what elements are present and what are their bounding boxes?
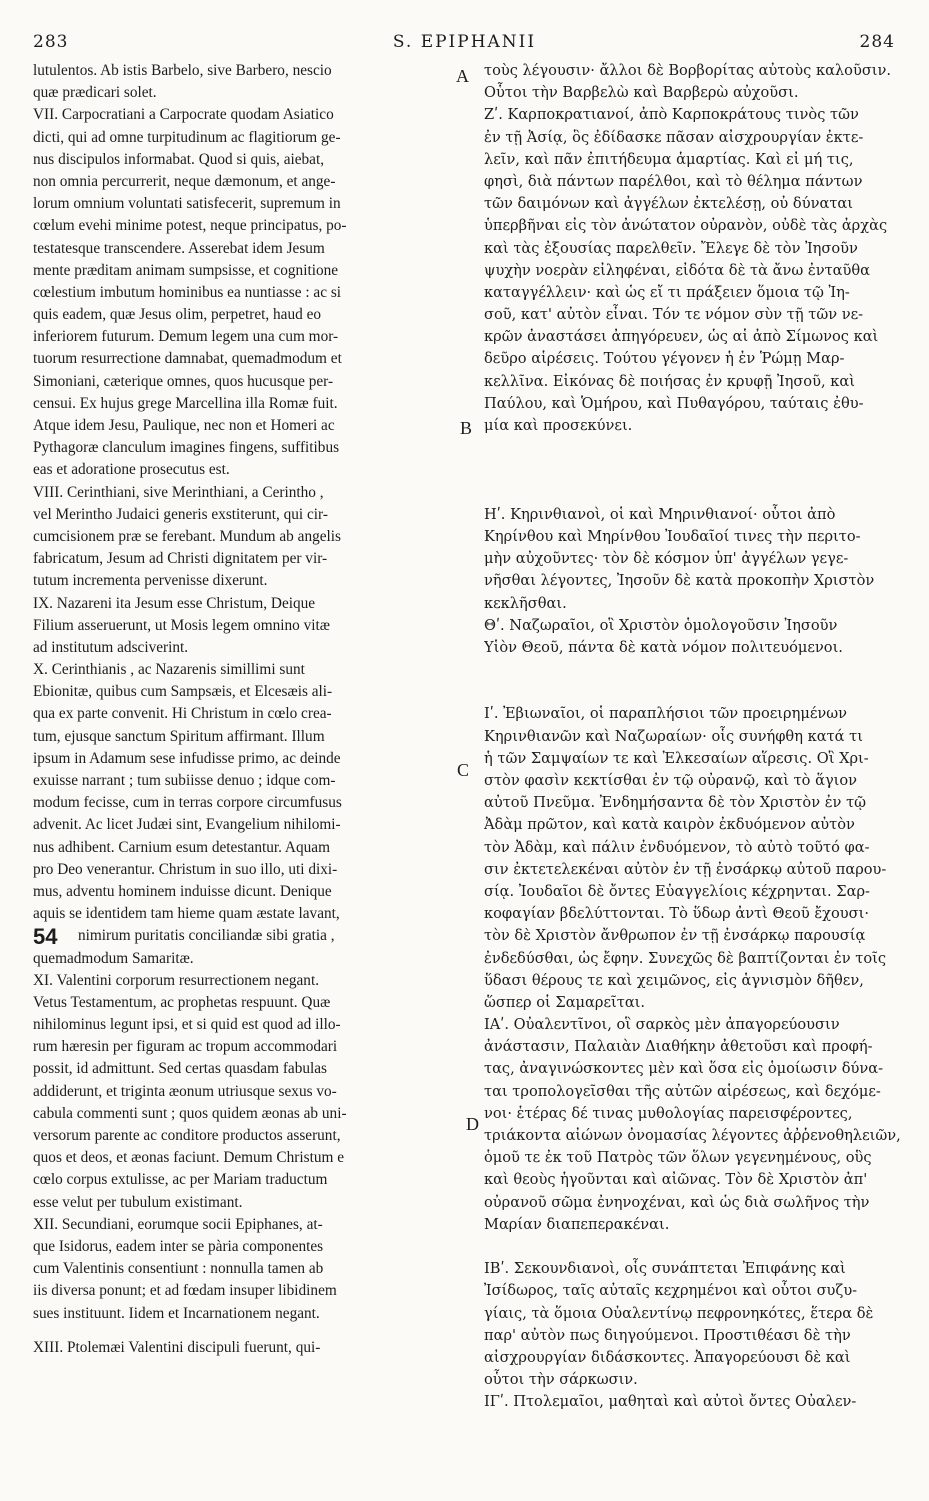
section-marker-a: A bbox=[456, 66, 469, 86]
latin-text-line: XIII. Ptolemæi Valentini discipuli fuerunt, qui- bbox=[33, 1338, 321, 1356]
greek-text-line: αἰσχρουργίαν διδάσκοντες. Ἀπαγορεύουσι δὲ καὶ bbox=[484, 1348, 851, 1366]
latin-text-line: IX. Nazareni ita Jesum esse Christum, Deique bbox=[33, 594, 316, 612]
greek-text-line: οὗτοι τὴν σάρκωσιν. bbox=[484, 1371, 638, 1389]
section-marker-b: B bbox=[460, 418, 473, 438]
greek-text-line bbox=[484, 437, 904, 459]
latin-text-line: Vetus Testamentum, ac prophetas respuunt. Quæ bbox=[33, 993, 331, 1011]
greek-text-line: Οὗτοι τὴν Βαρβελὼ καὶ Βαρβερὼ αὐχοῦσι. bbox=[484, 84, 799, 102]
latin-text-line: Atque idem Jesu, Paulique, nec non et Homeri ac bbox=[33, 417, 335, 434]
greek-text-line: καταγγέλλειν· καὶ ὡς εἴ τι πράξειεν ὅμοια τῷ Ἰη- bbox=[484, 283, 850, 301]
greek-text-line: ἀνάστασιν, Παλαιὰν Διαθήκην ἀθετοῦσι καὶ προφή- bbox=[484, 1038, 873, 1056]
greek-text-line: Ζʹ. Καρποκρατιανοί, ἀπὸ Καρποκράτους τινὸς τῶν bbox=[484, 106, 859, 124]
greek-column bbox=[484, 60, 904, 1413]
latin-text-line: vel Merintho Judaici generis exstiterunt, qui cir- bbox=[33, 505, 328, 523]
greek-text-line: Παύλου, καὶ Ὁμήρου, καὶ Πυθαγόρου, ταύταις ἐθυ- bbox=[484, 394, 864, 412]
latin-text-line: cœlo corpus extulisse, ac per Mariam traductum bbox=[33, 1171, 328, 1189]
latin-text-line: addiderunt, et triginta æonum utriusque sexus vo- bbox=[33, 1082, 337, 1100]
greek-text-line: ΙΑʹ. Οὐαλεντῖνοι, οἳ σαρκὸς μὲν ἀπαγορεύουσιν bbox=[484, 1016, 840, 1034]
latin-text-line: qua ex parte convenit. Hi Christum in cœlo crea- bbox=[33, 705, 332, 723]
greek-text-line: ται τροπολογεῖσθαι τῆς αὐτῶν αἱρέσεως, καὶ δεχόμε- bbox=[484, 1082, 881, 1100]
greek-text-line: φησὶ, διὰ πάντων παρέλθοι, καὶ τὸ θέλημα πάντων bbox=[484, 172, 863, 190]
latin-text-line: advenit. Ac licet Judæi sint, Evangelium nihilomi- bbox=[33, 816, 341, 834]
greek-text-line: ΙΒʹ. Σεκουνδιανοὶ, οἷς συνάπτεται Ἐπιφάνης καὶ bbox=[484, 1260, 846, 1278]
greek-text-line: νῆσθαι λέγοντες, Ἰησοῦν δὲ κατὰ προκοπὴν Χριστὸν bbox=[484, 572, 875, 590]
latin-text-line: censui. Ex hujus grege Marcellina illa Romæ fuit. bbox=[33, 394, 338, 412]
greek-text-line: γίαις, τὰ ὅμοια Οὐαλεντίνῳ πεφρονηκότες, ἕτερα δὲ bbox=[484, 1304, 874, 1322]
latin-text-line: VIII. Cerinthiani, sive Merinthiani, a Cerintho , bbox=[33, 483, 324, 501]
latin-text-line: tum, ejusque sanctum Spiritum affirmant. Illum bbox=[33, 727, 325, 745]
latin-text-line: X. Cerinthianis , ac Nazarenis simillimi sunt bbox=[33, 661, 305, 679]
greek-text-line: ὁμοῦ τε ἐκ τοῦ Πατρὸς τῶν ὅλων γεγενημένους, οὓς bbox=[484, 1149, 872, 1167]
section-marker-c: C bbox=[457, 760, 470, 780]
greek-text-line: Κηρίνθου καὶ Μηρίνθου Ἰουδαῖοί τινες τὴν περιτο- bbox=[484, 527, 861, 545]
greek-text-line: αὐτοῦ Πνεῦμα. Ἐνδημήσαντα δὲ τὸν Χριστὸν ἐν τῷ bbox=[484, 794, 867, 812]
latin-text-line: quis eadem, quæ Jesus olim, perpetret, haud eo bbox=[33, 306, 322, 324]
greek-text-line: Υἱὸν Θεοῦ, πάντα δὲ κατὰ νόμον πολιτευόμενοι. bbox=[484, 638, 843, 656]
latin-text-line: Pythagoræ clanculum imagines fingens, suffitibus bbox=[33, 439, 340, 457]
greek-text-line bbox=[484, 659, 904, 681]
marginal-page-number: 54 bbox=[33, 924, 58, 949]
greek-text-line bbox=[484, 681, 904, 703]
greek-text-line: δεῦρο αἱρέσεις. Τούτου γέγονεν ἡ ἐν Ῥώμῃ Μαρ- bbox=[484, 350, 845, 368]
latin-text-line: iis diversa ponunt; et ad fœdam insuper libidinem bbox=[33, 1282, 337, 1300]
greek-text-line bbox=[484, 459, 904, 481]
greek-text-line: Ηʹ. Κηρινθιανοὶ, οἱ καὶ Μηρινθιανοί· οὗτοι ἀπὸ bbox=[484, 505, 836, 523]
latin-text-line: aquis se identidem tam hieme quam æstate lavant, bbox=[33, 905, 340, 923]
latin-text-line: XII. Secundiani, eorumque socii Epiphanes, at- bbox=[33, 1215, 323, 1233]
latin-text-line: nus discipulos informabat. Quod si quis, aiebat, bbox=[33, 150, 325, 168]
greek-text-line: τῶν δαιμόνων καὶ ἀγγέλων ἐκτελέσῃ, οὐ δύναται bbox=[484, 195, 853, 213]
greek-text-line: Ἰσίδωρος, ταῖς αὐταῖς κεχρημένοι καὶ οὗτοι συζυ- bbox=[484, 1282, 858, 1300]
latin-text-line: nus adhibent. Carnium esum detestantur. Aquam bbox=[33, 838, 330, 856]
left-page-number: 283 bbox=[33, 32, 69, 52]
greek-text-line: καὶ τὰς ἐξουσίας παρελθεῖν. Ἔλεγε δὲ τὸν Ἰησοῦν bbox=[484, 239, 858, 257]
greek-text-line: ὥσπερ οἱ Σαμαρεῖται. bbox=[484, 993, 646, 1011]
latin-text-line: exuisse narrant ; tum subiisse denuo ; idque com- bbox=[33, 772, 336, 789]
latin-text-line: VII. Carpocratiani a Carpocrate quodam Asiatico bbox=[33, 106, 334, 124]
latin-text-line: mente præditam animam sumpsisse, et cognitione bbox=[33, 261, 339, 279]
greek-text-line: σοῦ, κατ' αὐτὸν εἶναι. Τόν τε νόμον σὺν τῇ τῶν νε- bbox=[484, 306, 864, 324]
latin-text-line: Filium asseruerunt, ut Mosis legem omnino vitæ bbox=[33, 616, 331, 634]
greek-text-line: σίᾳ. Ἰουδαῖοι δὲ ὄντες Εὐαγγελίοις κέχρηνται. Σαρ- bbox=[484, 882, 870, 900]
greek-text-line: στὸν φασὶν κεκτίσθαι ἐν τῷ οὐρανῷ, καὶ τὸ ἅγιον bbox=[484, 772, 858, 789]
greek-text-line: Ιʹ. Ἐβιωναῖοι, οἱ παραπλήσιοι τῶν προειρημένων bbox=[484, 705, 848, 723]
right-page-number: 284 bbox=[859, 32, 895, 52]
greek-text-line: κεκλῆσθαι. bbox=[484, 594, 567, 612]
section-marker-d: D bbox=[466, 1114, 479, 1134]
latin-text-line: lorum omnium voluntati satisfecerit, supremum in bbox=[33, 195, 341, 213]
greek-text-line: Κηρινθιανῶν καὶ Ναζωραίων· οἷς συνήφθη κατά τι bbox=[484, 727, 863, 745]
greek-text-line: κοφαγίαν βδελύττονται. Τὸ ὕδωρ ἀντὶ Θεοῦ ἔχουσι· bbox=[484, 905, 870, 923]
greek-text-line: τὸν Ἀδὰμ, καὶ πάλιν ἐνδυόμενον, τὸ αὐτὸ τοῦτό φα- bbox=[484, 838, 870, 856]
latin-text-line: XI. Valentini corporum resurrectionem negant. bbox=[33, 971, 320, 989]
greek-text-line: Ἀδὰμ πρῶτον, καὶ κατὰ καιρὸν ἐκδυόμενον αὐτὸν bbox=[484, 816, 855, 834]
latin-text-line: cœlestium imbutum hominibus ea nuntiasse : ac si bbox=[33, 283, 342, 301]
greek-text-line: παρ' αὐτὸν πως διηγούμενοι. Προστιθέασι δὲ τὴν bbox=[484, 1326, 851, 1344]
latin-text-line: pro Deo venerantur. Christum in suo illo, uti dixi- bbox=[33, 860, 338, 878]
latin-column bbox=[33, 60, 458, 1359]
latin-text-line: sues instituunt. Iidem et Incarnationem negant. bbox=[33, 1304, 320, 1322]
latin-text-line: Ebionitæ, quibus cum Sampsæis, et Elcesæis ali- bbox=[33, 683, 333, 701]
latin-text-line: quos et deos, et æonas faciunt. Demum Christum e bbox=[33, 1149, 344, 1167]
greek-text-line: τριάκοντα αἰώνων ὀνομασίας λέγοντες ἀῤῥενοθηλειῶν, bbox=[484, 1127, 901, 1144]
greek-text-line: ἡ τῶν Σαμψαίων τε καὶ Ἐλκεσαίων αἵρεσις. Οἳ Χρι- bbox=[484, 749, 869, 767]
greek-text-line: τὸν δὲ Χριστὸν ἄνθρωπον ἐν τῇ ἐνσάρκῳ παρουσίᾳ bbox=[484, 927, 866, 945]
latin-text-line: testatesque transcendere. Asserebat idem Jesum bbox=[33, 239, 325, 257]
greek-text-line: ὕδασι θέρους τε καὶ χειμῶνος, εἰς ἁγνισμὸν δῆθεν, bbox=[484, 971, 864, 989]
latin-text-line: tutum incrementa pervenisse dixerunt. bbox=[33, 572, 268, 590]
greek-text-line: κελλῖνα. Εἰκόνας δὲ ποιήσας ἐν κρυφῇ Ἰησοῦ, καὶ bbox=[484, 372, 855, 390]
latin-text-line: cœlum evehi minime potest, neque principatus, po- bbox=[33, 217, 347, 235]
greek-text-line: κρῶν ἀναστάσει ἀπηγόρευεν, ὡς αἱ ἀπὸ Σίμωνος καὶ bbox=[484, 328, 879, 346]
latin-text-line: mus, adventu hominem induisse dicunt. Denique bbox=[33, 882, 332, 900]
greek-text-line: μὴν αὐχοῦντες· τὸν δὲ κόσμον ὑπ' ἀγγέλων γεγε- bbox=[484, 550, 849, 568]
latin-text-line: modum fecisse, cum in terras corpore circumfusus bbox=[33, 794, 342, 812]
latin-text-line: lutulentos. Ab istis Barbelo, sive Barbero, nescio bbox=[33, 62, 332, 79]
greek-text-line: Θʹ. Ναζωραῖοι, οἳ Χριστὸν ὁμολογοῦσιν Ἰησοῦν bbox=[484, 616, 838, 634]
latin-text-line: nihilominus legunt ipsi, et si quid est quod ad illo- bbox=[33, 1016, 341, 1034]
greek-text-line: Μαρίαν διαπεπερακέναι. bbox=[484, 1215, 670, 1233]
latin-text-line: versorum parente ac conditore productos asserunt, bbox=[33, 1127, 341, 1144]
greek-text-line bbox=[484, 1236, 904, 1258]
latin-text-line: que Isidorus, eadem inter se pària componentes bbox=[33, 1237, 324, 1255]
greek-text-line: οὐρανοῦ σῶμα ἐνηνοχέναι, καὶ ὡς διὰ σωλῆνος τὴν bbox=[484, 1193, 870, 1211]
greek-text-line: μία καὶ προσεκύνει. bbox=[484, 417, 633, 434]
latin-text-line: rum hæresin per figuram ac tropum accommodari bbox=[33, 1038, 338, 1056]
greek-text-line: καὶ θεοὺς ἡγοῦνται καὶ αἰῶνας. Τὸν δὲ Χριστὸν ἀπ' bbox=[484, 1171, 868, 1189]
latin-text-line: dicti, qui ad omne turpitudinum ac flagitiorum ge- bbox=[33, 128, 341, 146]
greek-text-line: ἐνδεδύσθαι, ὡς ἔφην. Συνεχῶς δὲ βαπτίζονται ἐν τοῖς bbox=[484, 949, 887, 967]
greek-text-line: τοὺς λέγουσιν· ἄλλοι δὲ Βορβορίτας αὐτοὺς καλοῦσιν. bbox=[484, 62, 892, 79]
latin-text-line: fabricatum, Jesum ad Christi dignitatem per vir- bbox=[33, 550, 328, 568]
latin-text-line: ad institutum adsciverint. bbox=[33, 638, 189, 656]
latin-text-line: cabula commenti sunt ; quos quidem æonas ab uni- bbox=[33, 1104, 347, 1122]
page-header bbox=[0, 32, 929, 58]
latin-text-line: tuorum resurrectione damnabat, quemadmodum et bbox=[33, 350, 342, 368]
greek-text-line bbox=[484, 482, 904, 504]
latin-text-line: Simoniani, cæterique omnes, quos hucusque per- bbox=[33, 372, 334, 390]
latin-text-line: inferiorem futurum. Demum legem una cum mor- bbox=[33, 328, 339, 346]
latin-text-line: possit, id admittunt. Sed certas quasdam fabulas bbox=[33, 1060, 327, 1078]
greek-text-line: ὑπερβῆναι εἰς τὸν ἀνώτατον οὐρανὸν, οὐδὲ τὰς ἀρχὰς bbox=[484, 217, 888, 235]
greek-text-line: ΙΓʹ. Πτολεμαῖοι, μαθηταὶ καὶ αὐτοὶ ὄντες Οὐαλεν- bbox=[484, 1393, 857, 1411]
latin-text-line: eas et adoratione prosecutus est. bbox=[33, 461, 230, 479]
greek-text-line: σιν ἐκτετελεκέναι αὐτὸν ἐν τῇ ἐνσάρκῳ αὐτοῦ παρου- bbox=[484, 860, 887, 878]
greek-text-line: νοι· ἑτέρας δέ τινας μυθολογίας παρεισφέροντες, bbox=[484, 1104, 853, 1122]
latin-text-line: cum Valentinis consentiunt : nonnulla tamen ab bbox=[33, 1260, 324, 1278]
latin-text-line: nimirum puritatis conciliandæ sibi gratia , bbox=[78, 927, 335, 945]
latin-text-line: non omnia percurrerit, neque dæmonum, et ange- bbox=[33, 172, 336, 190]
latin-text-line: quemadmodum Samaritæ. bbox=[33, 949, 194, 967]
greek-text-line: λεῖν, καὶ πᾶν ἐπιτήδευμα ἁμαρτίας. Καὶ εἰ μή τις, bbox=[484, 150, 854, 168]
greek-text-line: ψυχὴν νοερὰν εἰληφέναι, εἰδότα δὲ τὰ ἄνω ἐνταῦθα bbox=[484, 261, 871, 279]
running-title: S. EPIPHANII bbox=[392, 32, 537, 52]
greek-text-line: ἐν τῇ Ἀσίᾳ, ὃς ἐδίδασκε πᾶσαν αἰσχρουργίαν ἐκτε- bbox=[484, 128, 864, 146]
latin-text-line: cumcisionem præ se ferebant. Mundum ab angelis bbox=[33, 527, 341, 545]
greek-text-line: τας, ἀναγινώσκοντες μὲν καὶ ὅσα εἰς ὁμοίωσιν δύνα- bbox=[484, 1060, 884, 1078]
latin-text-line: esse velut per tubulum existimant. bbox=[33, 1193, 243, 1211]
latin-text-line: ipsum in Adamum sese infudisse primo, ac deinde bbox=[33, 749, 341, 767]
latin-text-line: quæ prædicari solet. bbox=[33, 84, 157, 102]
